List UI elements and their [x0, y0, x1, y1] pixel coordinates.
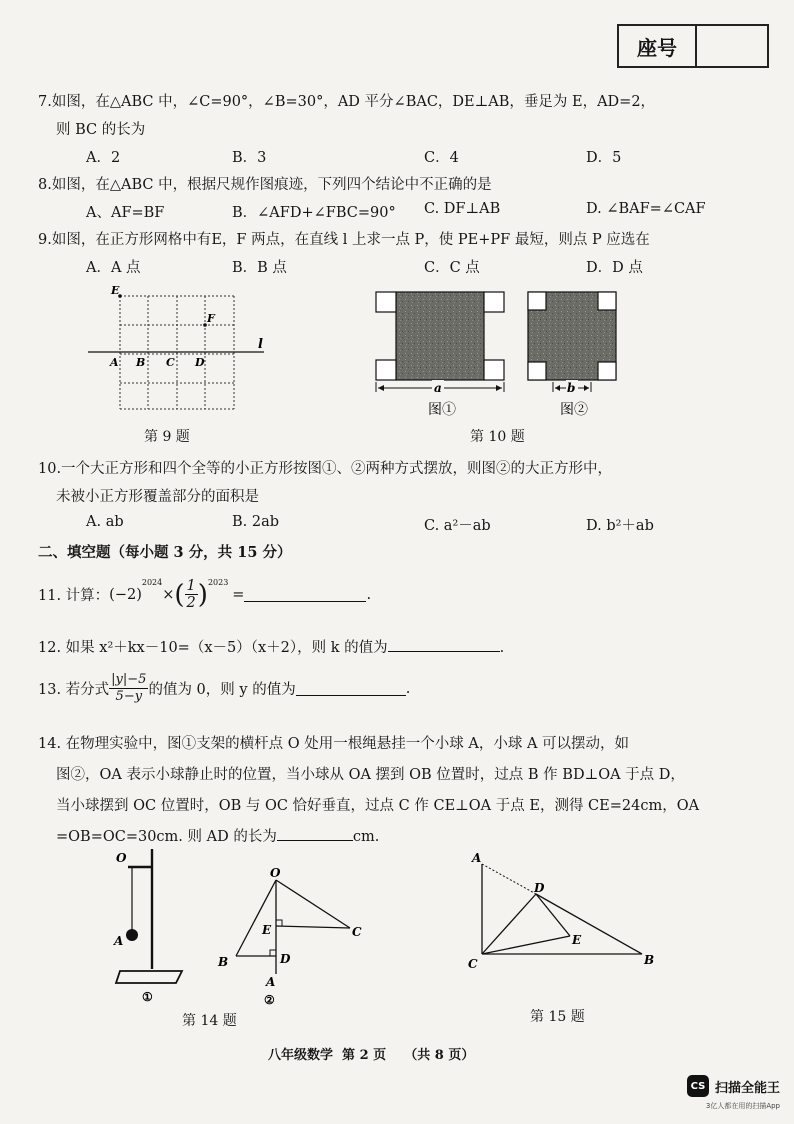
- q15-label-e: E: [572, 933, 582, 947]
- q7-option-d: D．5: [586, 150, 622, 166]
- scanner-logo: [687, 1075, 780, 1097]
- q15-caption: 第 15 题: [530, 1009, 585, 1025]
- q8-line1: 8.如图，在△ABC 中，根据尺规作图痕迹，下列四个结论中不正确的是: [38, 177, 492, 193]
- seat-number-blank: [697, 26, 767, 66]
- q15-label-c: C: [468, 957, 478, 971]
- q13-suffix: 的值为 0，则 y 的值为: [148, 682, 296, 698]
- q11-exp1: 2024: [141, 578, 163, 587]
- q9-option-b: B．B 点: [232, 260, 287, 276]
- scanner-name: 扫描全能王: [714, 1080, 780, 1096]
- q10-fig1-caption: 图①: [428, 402, 456, 418]
- q11-times: ×: [162, 586, 175, 603]
- q8-option-b: B．∠AFD+∠FBC=90°: [232, 205, 396, 221]
- seat-number-box: [617, 24, 769, 68]
- q9-option-c: C．C 点: [424, 260, 480, 276]
- q9-option-a: A．A 点: [86, 260, 141, 276]
- q13-num: |y|−5: [111, 672, 147, 687]
- q9-grid-figure: [84, 282, 284, 414]
- q10-option-d: D. b²＋ab: [586, 518, 654, 534]
- q11-fraction: [185, 578, 198, 611]
- q9-option-d: D．D 点: [586, 260, 643, 276]
- q11-exp2: 2023: [207, 578, 229, 587]
- label-d: D: [195, 356, 205, 369]
- label-b-length: b: [567, 381, 576, 395]
- fig2-label-d: D: [280, 952, 291, 966]
- q10-line1: 10.一个大正方形和四个全等的小正方形按图①、②两种方式摆放，则图②的大正方形中，: [38, 461, 613, 477]
- q10-fig2-caption: 图②: [560, 402, 588, 418]
- label-l: l: [258, 337, 263, 352]
- q7-option-c: C．4: [424, 150, 459, 166]
- q10-figure: [368, 286, 628, 418]
- label-f: F: [207, 312, 215, 325]
- fig2-num: ②: [264, 993, 275, 1007]
- q14-line4b: cm.: [352, 829, 380, 845]
- q14-line3: 当小球摆到 OC 位置时，OB 与 OC 恰好垂直，过点 C 作 CE⊥OA 于点 E，测得 CE=24cm，OA: [56, 798, 700, 814]
- q14-line2: 图②，OA 表示小球静止时的位置，当小球从 OA 摆到 OB 位置时，过点 B 作 BD⊥OA 于点 D，: [56, 767, 685, 783]
- fig2-label-c: C: [352, 925, 362, 939]
- q11-den: 2: [186, 595, 196, 611]
- q8-option-c: C. DF⊥AB: [424, 201, 501, 217]
- q7-line1: 7.如图，在△ABC 中，∠C=90°，∠B=30°，AD 平分∠BAC，DE⊥AB，垂足为 E，AD=2，: [38, 94, 656, 110]
- q11-eq: =: [232, 586, 245, 603]
- fig1-label-o: O: [116, 851, 127, 865]
- q15-label-b: B: [644, 953, 655, 967]
- label-b: B: [136, 356, 146, 369]
- q12-answer-blank[interactable]: [388, 637, 500, 652]
- q11-base: (−2): [109, 586, 142, 603]
- q11-lparen: (: [174, 579, 185, 610]
- label-a: A: [110, 356, 119, 369]
- q10-caption: 第 10 题: [470, 429, 525, 445]
- fig1-label-a: A: [114, 934, 124, 948]
- q14-figure-2: [212, 862, 372, 1012]
- q14-answer-blank[interactable]: [277, 826, 353, 841]
- q15-label-d: D: [534, 881, 545, 895]
- q12: [38, 636, 504, 657]
- q13-answer-blank[interactable]: [296, 681, 406, 696]
- ball-a: [126, 929, 138, 941]
- q13-fraction: [109, 672, 148, 705]
- q9-line1: 9.如图，在正方形网格中有E，F 两点，在直线 l 上求一点 P，使 PE+PF 最短，则点 P 应选在: [38, 232, 650, 248]
- q10-figure-2: [528, 292, 616, 395]
- page-footer: 八年级数学 第 2 页 （共 8 页）: [268, 1048, 475, 1063]
- q10-figure-1: [376, 292, 504, 395]
- q9-caption: 第 9 题: [144, 429, 190, 445]
- q14-line4: [56, 825, 379, 846]
- q11: [38, 578, 371, 611]
- q13: [38, 672, 410, 705]
- label-e: E: [111, 284, 120, 297]
- q10-option-c: C. a²－ab: [424, 518, 491, 534]
- q7-option-a: A．2: [86, 150, 121, 166]
- q13-den: 5−y: [115, 689, 143, 704]
- scanner-tagline: 3亿人都在用的扫描App: [705, 1102, 780, 1110]
- fig2-label-b: B: [218, 955, 229, 969]
- seat-number-label: 座号: [619, 26, 697, 66]
- fig2-label-o: O: [270, 866, 281, 880]
- q11-rparen: ): [197, 579, 208, 610]
- q10-option-b: B. 2ab: [232, 514, 280, 530]
- q11-num: 1: [186, 578, 196, 594]
- section2-title: 二、填空题（每小题 3 分，共 15 分）: [38, 544, 292, 561]
- q11-answer-blank[interactable]: [244, 587, 366, 602]
- q10-option-a: A. ab: [86, 514, 124, 530]
- q13-prefix: 13. 若分式: [38, 682, 110, 698]
- label-a-length: a: [434, 381, 442, 395]
- fig2-label-e: E: [262, 923, 272, 937]
- q11-end: .: [366, 586, 372, 603]
- q13-end: .: [405, 680, 411, 697]
- q14-line4a: =OB=OC=30cm. 则 AD 的长为: [56, 829, 277, 845]
- q14-line1: 14. 在物理实验中，图①支架的横杆点 O 处用一根绳悬挂一个小球 A，小球 A 可以摆动，如: [38, 736, 630, 752]
- q11-prefix: 11. 计算：: [38, 588, 110, 604]
- q7-option-b: B．3: [232, 150, 267, 166]
- fig1-num: ①: [142, 990, 153, 1004]
- fig2-label-a: A: [266, 975, 276, 989]
- q10-line2: 未被小正方形覆盖部分的面积是: [56, 489, 259, 505]
- scanner-badge-icon: CS: [687, 1075, 709, 1097]
- q7-line2: 则 BC 的长为: [56, 122, 146, 138]
- q12-text: 12. 如果 x²＋kx－10=（x－5）（x＋2），则 k 的值为: [38, 640, 388, 656]
- q14-figure-1: [106, 845, 196, 1005]
- q8-option-a: A、AF=BF: [86, 205, 165, 221]
- label-c: C: [166, 356, 175, 369]
- q8-option-d: D. ∠BAF=∠CAF: [586, 201, 706, 217]
- q15-figure: [460, 848, 660, 978]
- q14-caption: 第 14 题: [182, 1013, 237, 1029]
- q15-label-a: A: [472, 851, 482, 865]
- q12-end: .: [499, 640, 505, 656]
